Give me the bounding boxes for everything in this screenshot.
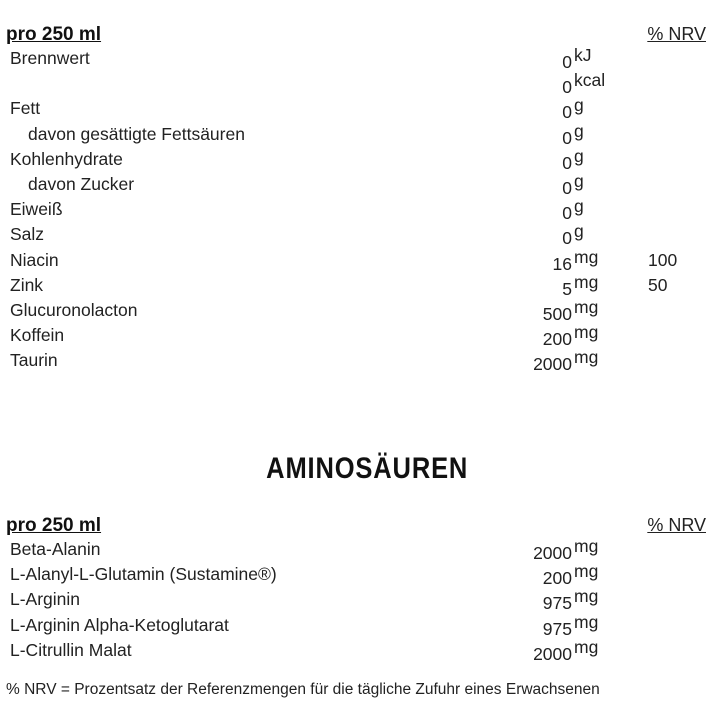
row-unit: g: [574, 145, 584, 166]
row-value: 975: [542, 618, 572, 639]
row-unit: mg: [574, 611, 599, 632]
row-label: Kohlenhydrate: [10, 148, 123, 169]
row-unit: mg: [574, 561, 599, 582]
row-unit: mg: [574, 536, 599, 556]
row-label: Taurin: [10, 350, 58, 371]
amino-acids-heading: AMINOSÄUREN: [266, 452, 469, 485]
nutrition-row: [0, 71, 720, 96]
row-value: 2000: [533, 543, 572, 563]
nutrition-row: [0, 197, 720, 222]
nutrition-row: [0, 96, 720, 121]
row-unit: kcal: [574, 70, 606, 91]
nutrition-row: [0, 222, 720, 247]
row-value: 500: [542, 303, 572, 324]
row-label: davon gesättigte Fettsäuren: [28, 123, 245, 144]
row-unit: mg: [574, 271, 599, 292]
amino-row: [0, 562, 720, 587]
row-label: Beta-Alanin: [10, 539, 101, 559]
row-unit: g: [574, 221, 584, 242]
row-unit: mg: [574, 322, 599, 343]
row-label: L-Alanyl-L-Glutamin (Sustamine®): [10, 564, 277, 585]
row-label: Salz: [10, 224, 45, 245]
row-nrv: 50: [648, 274, 668, 295]
row-value: 2000: [533, 354, 572, 375]
row-label: Zink: [10, 274, 44, 295]
row-unit: g: [574, 120, 584, 141]
row-value: 0: [562, 177, 572, 198]
row-value: 16: [552, 253, 572, 274]
row-label: L-Citrullin Malat: [10, 639, 132, 660]
row-unit: g: [574, 170, 584, 191]
nutrition-row: [0, 172, 720, 197]
amino-row: [0, 587, 720, 612]
nutrition-row: [0, 348, 720, 373]
row-nrv: 100: [648, 249, 678, 270]
row-label: Koffein: [10, 325, 65, 346]
row-value: 0: [562, 102, 572, 123]
row-unit: mg: [574, 347, 599, 368]
row-unit: mg: [574, 296, 599, 317]
nutrition-row: [0, 298, 720, 323]
row-unit: mg: [574, 246, 599, 267]
nrv-header: % NRV: [647, 24, 706, 44]
nutrition-table: [0, 24, 720, 373]
row-value: 0: [562, 203, 572, 224]
nutrition-row: [0, 323, 720, 348]
row-value: 0: [562, 228, 572, 249]
row-unit: mg: [574, 636, 599, 657]
row-value: 200: [542, 329, 572, 350]
row-value: 2000: [533, 643, 572, 664]
nutrition-row: [0, 46, 720, 71]
row-unit: mg: [574, 586, 599, 607]
amino-row: [0, 613, 720, 638]
serving-size-header: pro 250 ml: [6, 24, 102, 45]
nrv-header: % NRV: [647, 515, 706, 535]
row-value: 0: [562, 77, 572, 98]
amino-header: [0, 515, 720, 537]
row-value: 0: [562, 152, 572, 173]
row-label: Fett: [10, 98, 41, 119]
row-label: Eiweiß: [10, 199, 63, 220]
amino-row: [0, 537, 720, 562]
row-unit: g: [574, 196, 584, 217]
row-value: 200: [542, 568, 572, 589]
nutrition-row: [0, 248, 720, 273]
row-unit: g: [574, 95, 584, 116]
row-value: 0: [562, 52, 572, 72]
nutrition-row: [0, 122, 720, 147]
nutrition-row: [0, 147, 720, 172]
row-label: L-Arginin Alpha-Ketoglutarat: [10, 614, 229, 635]
nutrition-header: [0, 24, 720, 46]
amino-row: [0, 638, 720, 663]
row-unit: kJ: [574, 45, 592, 65]
row-value: 975: [542, 593, 572, 614]
row-label: Niacin: [10, 249, 59, 270]
serving-size-header: pro 250 ml: [6, 515, 102, 536]
amino-acids-table: [0, 515, 720, 663]
row-label: davon Zucker: [28, 173, 135, 194]
row-label: Brennwert: [10, 48, 90, 68]
nutrition-row: [0, 273, 720, 298]
row-label: Glucuronolacton: [10, 299, 138, 320]
nrv-footnote: % NRV = Prozentsatz der Referenzmengen für die tägliche Zufuhr eines Erwachsenen: [6, 681, 600, 698]
row-value: 0: [562, 127, 572, 148]
row-value: 5: [562, 278, 572, 299]
row-label: L-Arginin: [10, 589, 81, 610]
